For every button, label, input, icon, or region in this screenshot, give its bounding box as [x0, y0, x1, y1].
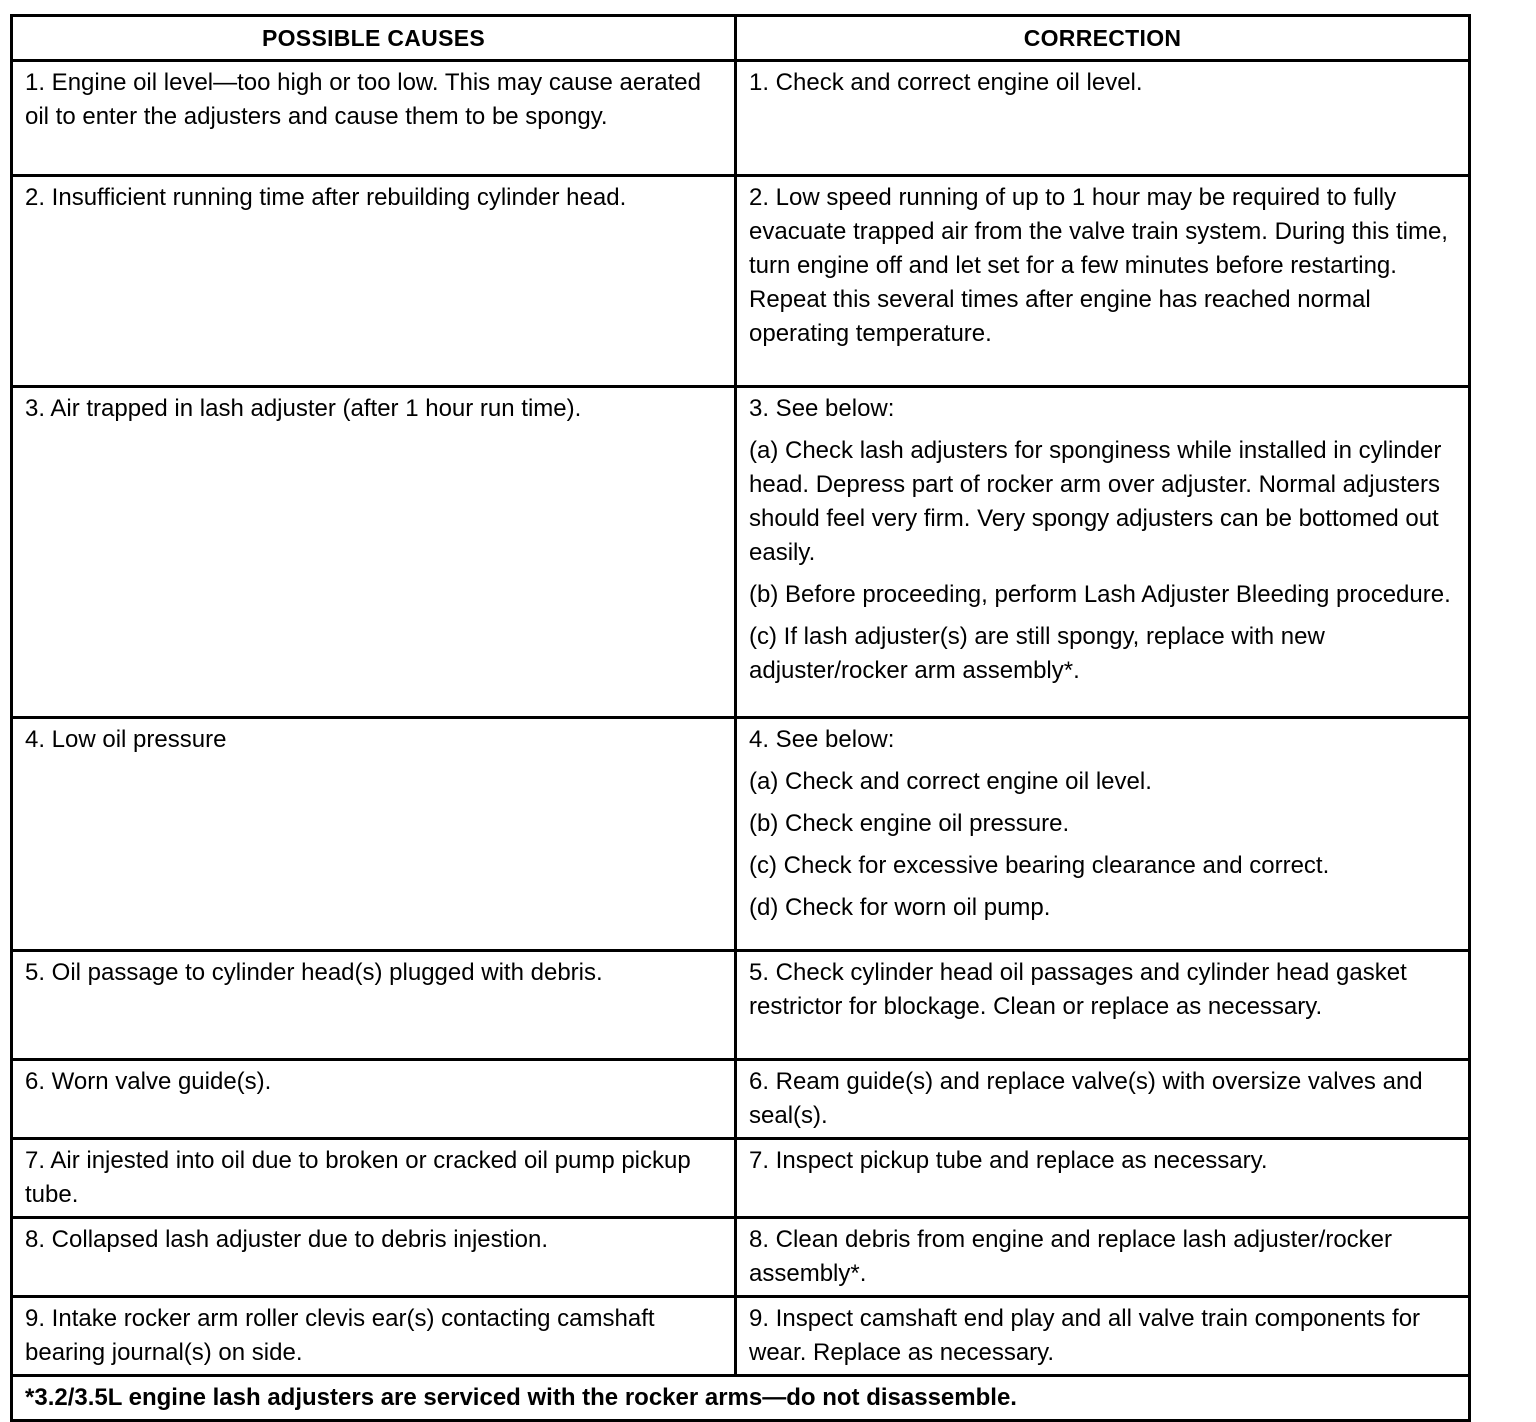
cause-cell — [12, 1297, 736, 1376]
cause-cell — [12, 718, 736, 951]
correction-cell — [736, 1060, 1470, 1139]
table-row — [12, 1139, 1470, 1218]
correction-text: 1. Check and correct engine oil level. — [749, 69, 1143, 96]
correction-cell — [736, 1218, 1470, 1297]
footnote-row — [12, 1376, 1470, 1421]
cause-text: 7. Air injested into oil due to broken or cracked oil pump pickup tube. — [25, 1147, 691, 1208]
cause-text: 1. Engine oil level—too high or too low. This may cause aerated oil to enter the adjusters and cause them to be spongy. — [25, 69, 701, 130]
cause-text: 9. Intake rocker arm roller clevis ear(s) contacting camshaft bearing journal(s) on side. — [25, 1305, 655, 1366]
correction-text: 2. Low speed running of up to 1 hour may be required to fully evacuate trapped air from the valve train system. During this time, turn engine off and let set for a few minutes before restarting. Repeat this several times after engine has reached normal operating temperature. — [749, 184, 1448, 347]
cause-cell — [12, 1060, 736, 1139]
correction-cell — [736, 387, 1470, 718]
cause-text: 3. Air trapped in lash adjuster (after 1 hour run time). — [25, 395, 582, 422]
cause-text: 5. Oil passage to cylinder head(s) plugged with debris. — [25, 959, 603, 986]
correction-cell — [736, 1139, 1470, 1218]
correction-substep: (a) Check lash adjusters for sponginess while installed in cylinder head. Depress part of rocker arm over adjuster. Normal adjusters should feel very firm. Very spongy adjusters can be bottomed out easily. — [749, 437, 1442, 566]
table-row — [12, 718, 1470, 951]
correction-substep: (a) Check and correct engine oil level. — [749, 768, 1152, 795]
correction-substep: (b) Check engine oil pressure. — [749, 810, 1070, 837]
table-row — [12, 387, 1470, 718]
correction-substep: (c) If lash adjuster(s) are still spongy, replace with new adjuster/rocker arm assembly*. — [749, 623, 1325, 684]
correction-text: 8. Clean debris from engine and replace lash adjuster/rocker assembly*. — [749, 1226, 1393, 1287]
correction-cell — [736, 61, 1470, 176]
correction-text: 9. Inspect camshaft end play and all valve train components for wear. Replace as necessary. — [749, 1305, 1421, 1366]
correction-substep: (b) Before proceeding, perform Lash Adjuster Bleeding procedure. — [749, 581, 1451, 608]
diagnosis-table — [10, 14, 1471, 1422]
table-row — [12, 176, 1470, 387]
cause-text: 4. Low oil pressure — [25, 726, 227, 753]
cause-cell — [12, 387, 736, 718]
table-row — [12, 1218, 1470, 1297]
cause-text: 8. Collapsed lash adjuster due to debris injestion. — [25, 1226, 548, 1253]
table-row — [12, 951, 1470, 1060]
correction-text: 5. Check cylinder head oil passages and cylinder head gasket restrictor for blockage. Clean or replace as necessary. — [749, 959, 1407, 1020]
correction-substep: (c) Check for excessive bearing clearance and correct. — [749, 852, 1330, 879]
cause-cell — [12, 1139, 736, 1218]
table-row — [12, 1297, 1470, 1376]
diagnosis-sheet — [10, 14, 1468, 1422]
correction-text: 6. Ream guide(s) and replace valve(s) with oversize valves and seal(s). — [749, 1068, 1423, 1129]
cause-cell — [12, 61, 736, 176]
table-row — [12, 61, 1470, 176]
cause-cell — [12, 1218, 736, 1297]
correction-cell — [736, 951, 1470, 1060]
correction-text: 7. Inspect pickup tube and replace as necessary. — [749, 1147, 1268, 1174]
cause-cell — [12, 176, 736, 387]
cause-text: 6. Worn valve guide(s). — [25, 1068, 272, 1095]
correction-cell — [736, 1297, 1470, 1376]
header-correction: CORRECTION — [736, 16, 1470, 61]
cause-cell — [12, 951, 736, 1060]
correction-substep: (d) Check for worn oil pump. — [749, 894, 1051, 921]
table-row — [12, 1060, 1470, 1139]
correction-cell — [736, 176, 1470, 387]
correction-text: 3. See below: — [749, 395, 895, 422]
header-possible-causes: POSSIBLE CAUSES — [12, 16, 736, 61]
correction-cell — [736, 718, 1470, 951]
header-row — [12, 16, 1470, 61]
cause-text: 2. Insufficient running time after rebuilding cylinder head. — [25, 184, 627, 211]
footnote: *3.2/3.5L engine lash adjusters are serviced with the rocker arms—do not disassemble. — [12, 1376, 1470, 1421]
correction-text: 4. See below: — [749, 726, 895, 753]
